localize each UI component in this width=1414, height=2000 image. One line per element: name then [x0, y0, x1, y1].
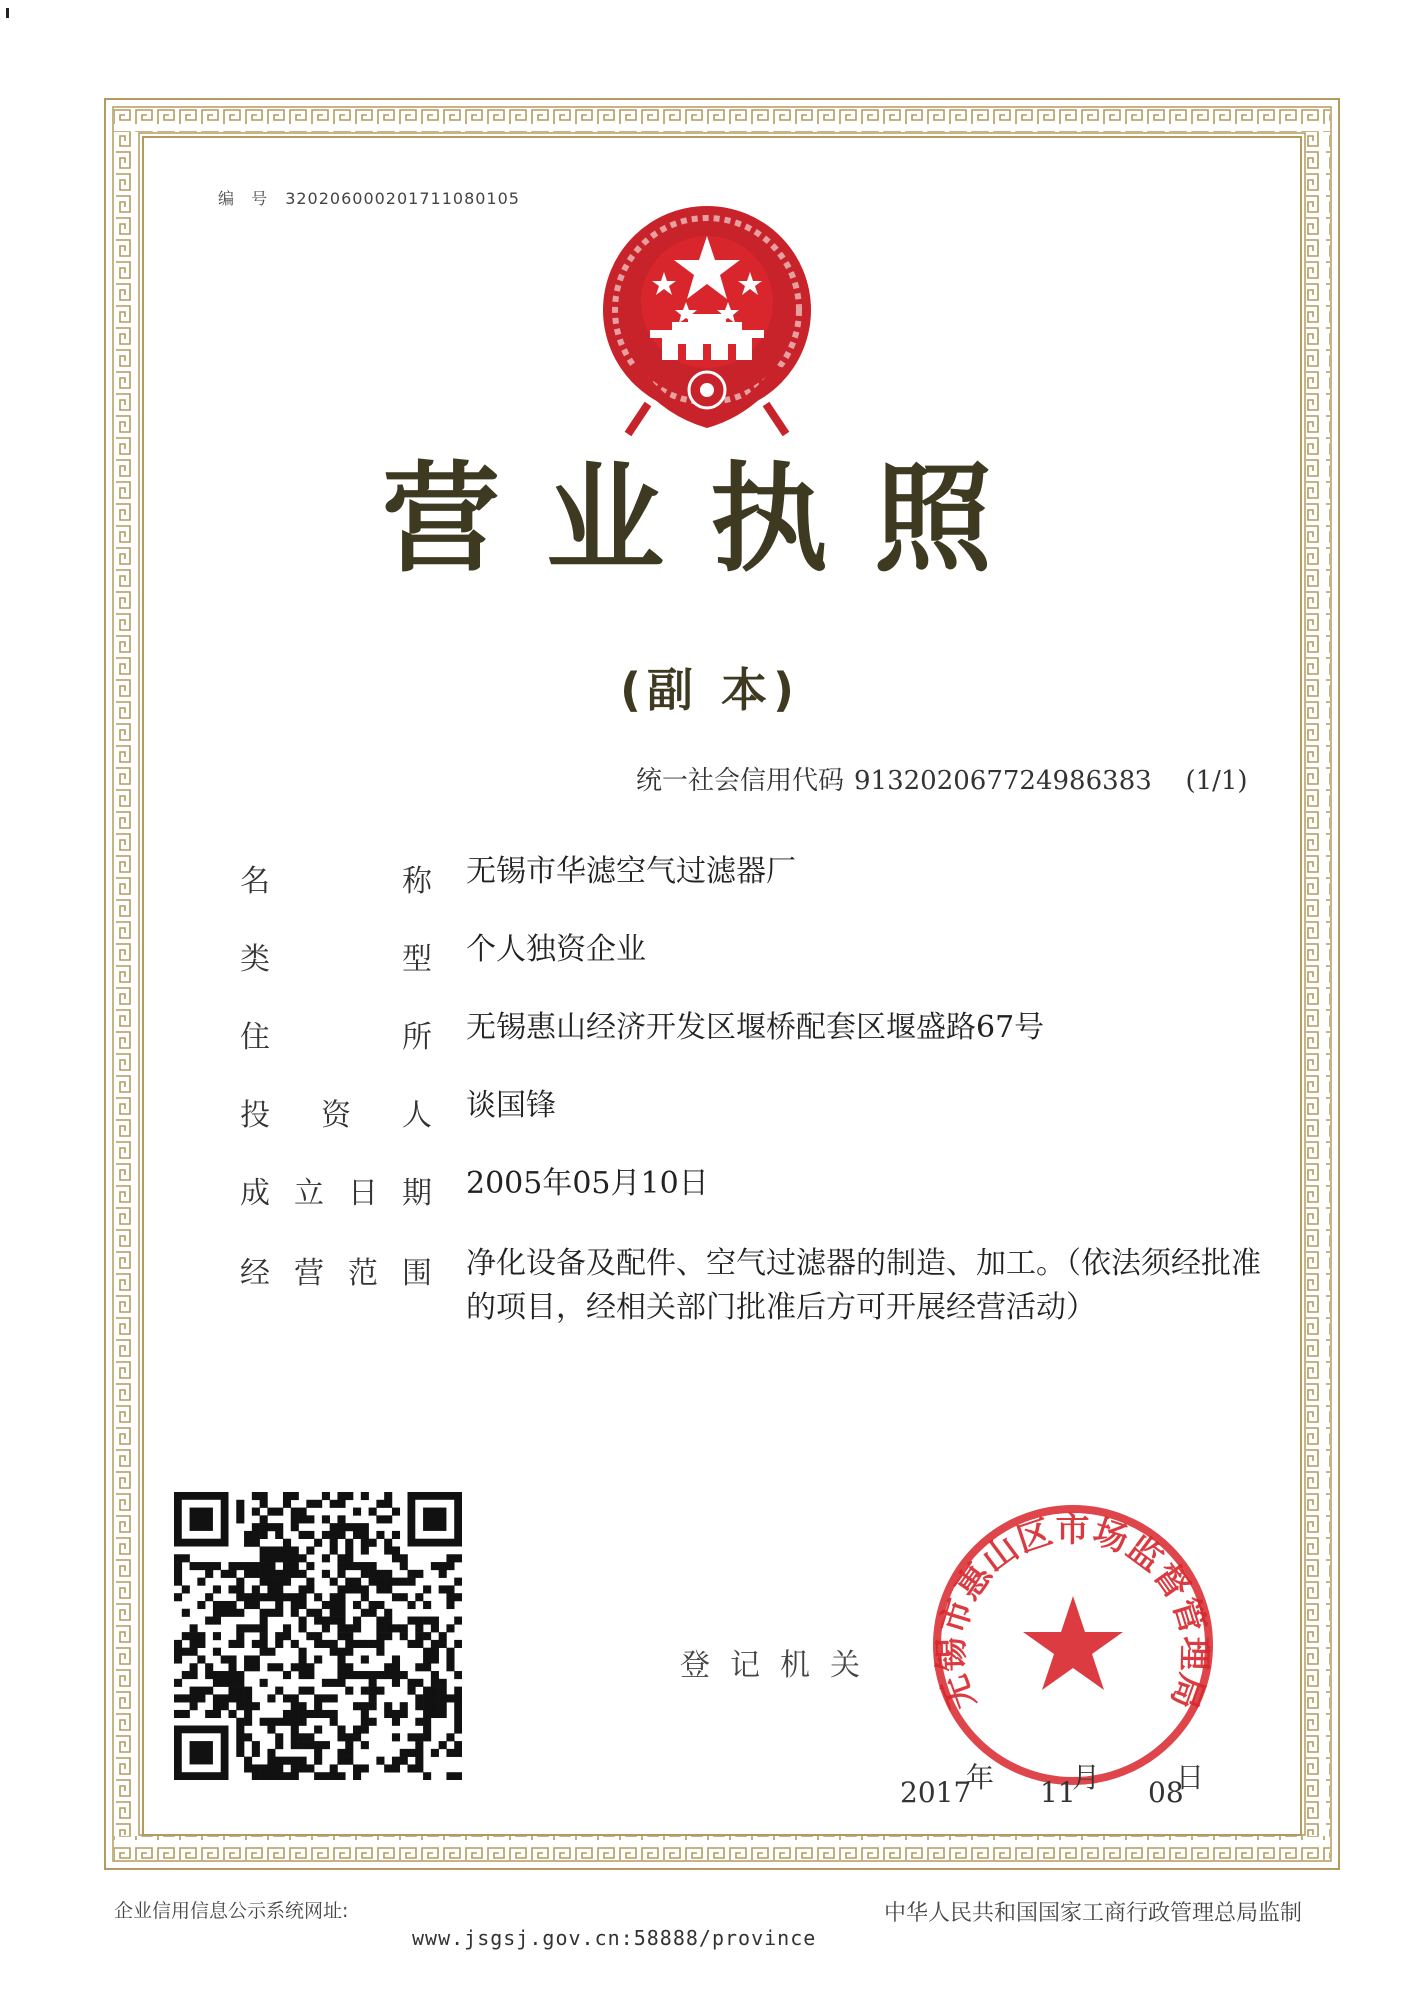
field-label-address: 住 所	[240, 1020, 432, 1055]
field-label-name: 名 称	[240, 864, 432, 899]
field-label-scope: 经 营 范 围	[240, 1256, 432, 1291]
footer-system-label: 企业信用信息公示系统网址:	[114, 1900, 349, 1922]
serial-value: 320206000201711080105	[285, 189, 520, 208]
field-value-established: 2005年05月10日	[466, 1166, 709, 1201]
scan-corner-mark	[6, 8, 9, 18]
credit-code-line	[636, 760, 1248, 797]
field-value-name: 无锡市华滤空气过滤器厂	[466, 854, 796, 889]
year-char: 年	[966, 1761, 995, 1794]
issue-date	[900, 1761, 1205, 1809]
national-emblem-icon	[588, 198, 826, 442]
serial-label: 编 号	[218, 189, 274, 208]
day-char: 日	[1176, 1761, 1205, 1794]
credit-code-label: 统一社会信用代码	[636, 766, 845, 796]
footer-supervisor: 中华人民共和国国家工商行政管理总局监制	[884, 1901, 1303, 1926]
field-value-scope: 净化设备及配件、空气过滤器的制造、加工。（依法须经批准的项目，经相关部门批准后方可开展经营活动）	[466, 1246, 1261, 1325]
certificate-subtitle: (副 本)	[619, 663, 801, 717]
footer-url-link[interactable]: www.jsgsj.gov.cn:58888/province	[412, 1926, 817, 1950]
issue-year: 2017	[900, 1776, 972, 1809]
field-value-address: 无锡惠山经济开发区堰桥配套区堰盛路67号	[466, 1010, 1045, 1045]
svg-text:无锡市惠山区市场监督管理局: 无锡市惠山区市场监督管理局	[931, 1510, 1215, 1715]
certificate-title: 营业执照	[381, 450, 1038, 588]
field-value-investor: 谈国锋	[466, 1088, 556, 1123]
official-seal-stamp	[928, 1500, 1218, 1790]
field-label-investor: 投 资 人	[240, 1098, 432, 1133]
issue-month: 11	[1040, 1776, 1076, 1809]
serial-number	[218, 186, 520, 209]
qr-code[interactable]	[174, 1492, 462, 1780]
page-indicator: (1/1)	[1185, 766, 1248, 796]
issue-day: 08	[1148, 1776, 1184, 1809]
credit-code-value: 91320206772498638З	[854, 766, 1152, 796]
field-label-type: 类 型	[240, 942, 432, 977]
month-char: 月	[1072, 1761, 1101, 1794]
field-value-type: 个人独资企业	[466, 932, 646, 967]
field-label-established: 成 立 日 期	[240, 1176, 432, 1211]
registration-authority-label: 登记机关	[680, 1648, 880, 1683]
